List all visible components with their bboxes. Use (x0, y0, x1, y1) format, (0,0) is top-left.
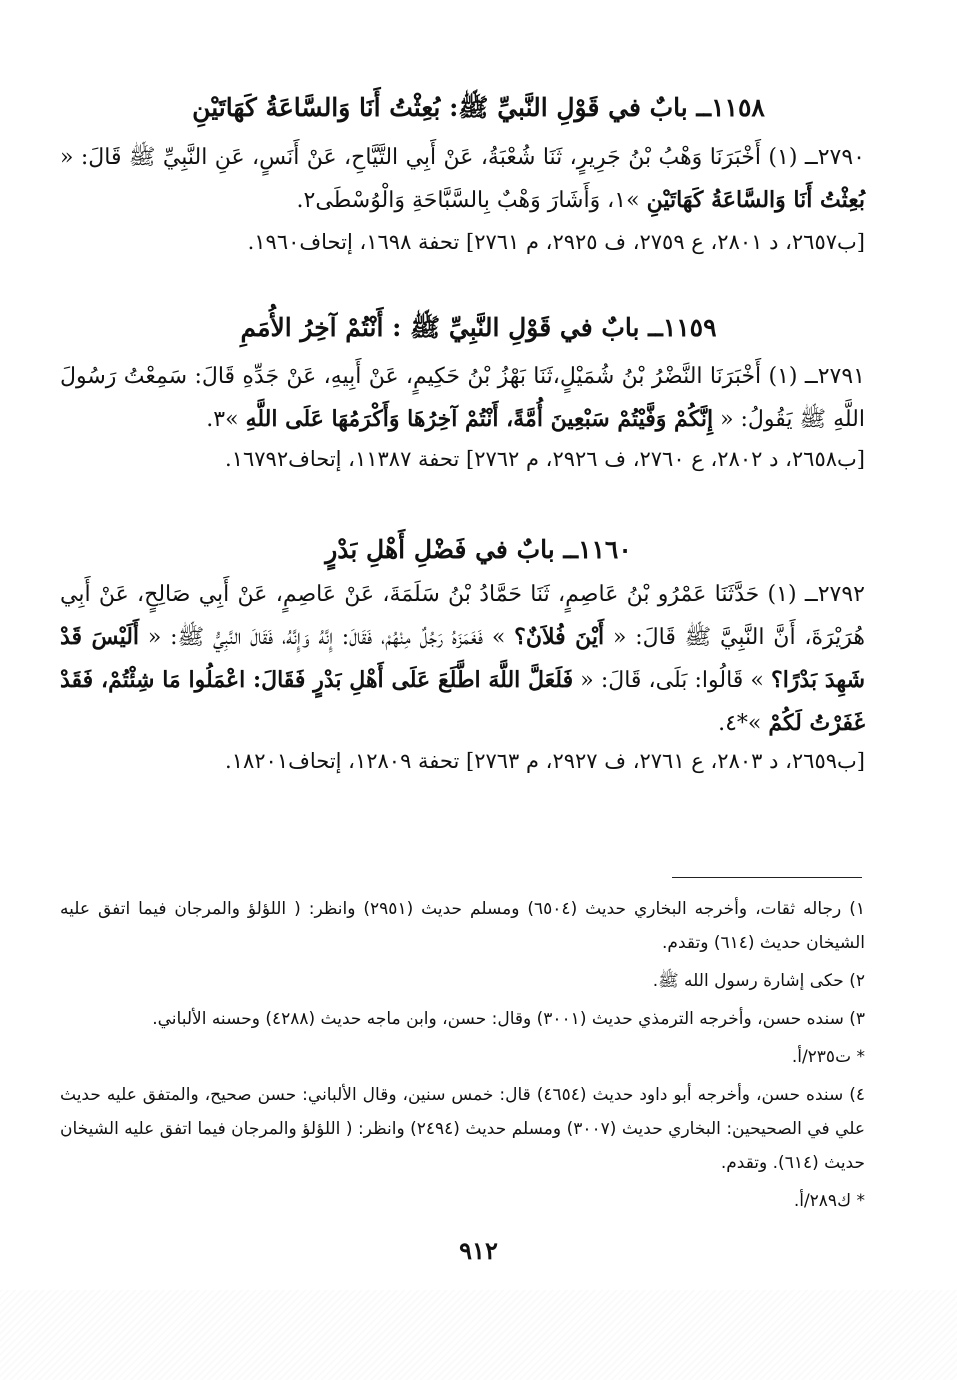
prophetic-quote: أَلَيْسَ قَدْ شَهِدَ بَدْرًا؟ (60, 624, 866, 693)
reference-line-2791: [ب٢٦٥٨، د ٢٨٠٢، ع ٢٧٦٠، ف ٢٩٢٦، م ٢٧٦٢] تحفة ١١٣٨٧، إتحاف١٦٧٩٢. (225, 447, 865, 471)
hadith-text: ٢٧٩٠ــ (١) أَخْبَرَنَا وَهْبُ بْنُ جَرِيرٍ، ثَنَا شُعْبَةُ، عَنْ أَبِي التَّيَّاحِ، عَنْ أَنَسٍ، عَنِ النَّبِيِّ ﷺ قَالَ: « (60, 145, 865, 170)
hadith-2792 (60, 574, 865, 745)
hadith-text: »٣. (206, 407, 246, 432)
hadith-2790 (60, 137, 865, 222)
hadith-text: ٢٧٩١ــ (١) أَخْبَرَنَا النَّضْرُ بْنُ شُمَيْلٍ،ثَنَا بَهْزُ بْنُ حَكِيمٍ، عَنْ أَبِيهِ، عَنْ جَدِّهِ قَالَ: سَمِعْتُ رَسُولَ اللَّهِ ﷺ يَقُولُ: « (60, 364, 865, 432)
hadith-2791 (60, 356, 865, 441)
reference-line-2792: [ب٢٦٥٩، د ٢٨٠٣، ع ٢٧٦١، ف ٢٩٢٧، م ٢٧٦٣] تحفة ١٢٨٠٩، إتحاف١٨٢٠١. (225, 749, 865, 773)
page-number: ٩١٢ (459, 1236, 498, 1265)
footnotes (60, 892, 865, 1222)
manuscript-marker-2: * ك٢٨٩/أ. (793, 1191, 865, 1211)
manuscript-marker-1: * ت٢٣٥/أ. (791, 1047, 865, 1067)
footnote-3: ٣) سنده حسن، وأخرجه الترمذي حديث (٣٠٠١) وقال: حسن، وابن ماجه حديث (٤٢٨٨) وحسنه الألباني. (152, 1009, 865, 1029)
chapter-heading-1159: ١١٥٩ــ بابٌ في قَوْلِ النَّبِيِّ ﷺ : أَنْتُمْ آخِرُ الأُمَمِ (240, 313, 717, 342)
hadith-text: » فَغَمَزَهُ رَجُلٌ مِنْهُمْ، فَقَالَ: إِنَّهُ وَإِنَّهُ، فَقَالَ النَّبِيُّ ﷺ: « (139, 625, 515, 650)
reference-line-2790: [ب٢٦٥٧، د ٢٨٠١، ع ٢٧٥٩، ف ٢٩٢٥، م ٢٧٦١] تحفة ١٦٩٨، إتحاف١٩٦٠. (247, 230, 865, 254)
prophetic-quote: فَلَعَلَّ اللَّهَ اطَّلَعَ عَلَى أَهْلِ بَدْرٍ فَقَالَ: اعْمَلُوا مَا شِئْتُمْ، فَقَدْ غَفَرْتُ لَكُمْ (60, 667, 865, 736)
hadith-text: »١، وَأَشَارَ وَهْبٌ بِالسَّبَّاحَةِ وَالْوُسْطَى٢. (296, 188, 647, 213)
prophetic-quote: إِنَّكُمْ وَفَّيْتُمْ سَبْعِينَ أُمَّةً، أَنْتُمْ آخِرُهَا وَأَكْرَمُهَا عَلَى اللَّهِ (245, 406, 714, 432)
prophetic-quote: أَيْنَ فُلاَنٌ؟ (514, 624, 605, 650)
footnote-separator (672, 877, 862, 878)
prophetic-quote: بُعِثْتُ أَنَا وَالسَّاعَةُ كَهَاتَيْنِ (646, 187, 865, 213)
hadith-text: ٢٧٩٢ــ (١) حَدَّثَنَا عَمْرُو بْنُ عَاصِمٍ، ثَنَا حَمَّادُ بْنُ سَلَمَةَ، عَنْ عَاصِمٍ، عَنْ أَبِي صَالِحٍ، عَنْ أَبِي هُرَيْرَةَ، أَنَّ النَّبِيَّ ﷺ قَالَ: « (60, 582, 865, 650)
footnote-2: ٢) حكى إشارة رسول الله ﷺ. (652, 971, 865, 991)
chapter-heading-1160: ١١٦٠ــ بابٌ في فَضْلِ أَهْلِ بَدْرٍ (325, 535, 632, 564)
scan-texture (0, 1290, 957, 1380)
hadith-text: » قَالُوا: بَلَى، قَالَ: « (573, 668, 772, 693)
hadith-text: »*٤. (718, 711, 769, 736)
footnote-1: ١) رجاله ثقات، وأخرجه البخاري حديث (٦٥٠٤) ومسلم حديث (٢٩٥١) وانظر: ( اللؤلؤ والمرجان فيما اتفق عليه الشيخان حديث (٦١٤) وتقدم. (60, 899, 865, 953)
chapter-heading-1158: ١١٥٨ــ بابٌ في قَوْلِ النَّبيِّ ﷺ: بُعِثْتُ أَنَا وَالسَّاعَةُ كَهَاتَيْنِ (192, 93, 765, 122)
footnote-4: ٤) سنده حسن، وأخرجه أبو داود حديث (٤٦٥٤) قال: خمس سنين، وقال الألباني: حسن صحيح، والمتفق عليه حديث علي في الصحيحين: البخاري حديث (٣٠٠٧) ومسلم حديث (٢٤٩٤) وانظر: ( اللؤلؤ والمرجان فيما اتفق عليه الشيخان حديث (٦١٤). وتقدم. (60, 1085, 865, 1173)
